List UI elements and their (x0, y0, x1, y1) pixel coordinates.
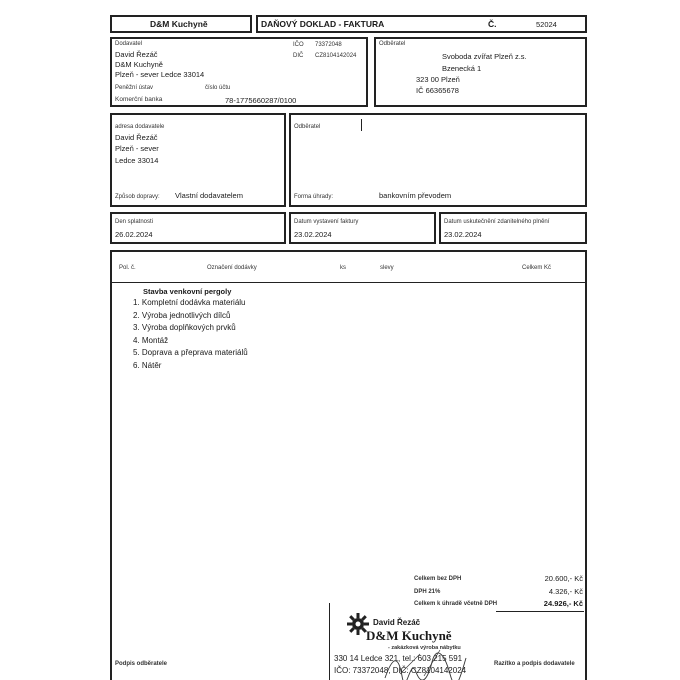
issue-date-box (289, 212, 436, 244)
col-total: Celkem Kč (522, 265, 552, 271)
gross-label: Celkem k úhradě včetně DPH (414, 601, 498, 607)
bank-name: Komerční banka (115, 96, 163, 103)
supplier-address-name: David Řezáč (115, 133, 158, 142)
col-pol: Pol. č. (119, 265, 136, 271)
transport-label: Způsob dopravy: (115, 194, 160, 200)
col-discount: slevy (380, 265, 394, 271)
list-item: 4. Montáž (133, 335, 169, 345)
customer-street: Bzenecká 1 (442, 64, 482, 73)
signature-scribble (380, 648, 470, 680)
list-item: 5. Doprava a přeprava materiálů (133, 348, 248, 358)
customer-secondary-box (289, 113, 587, 207)
taxable-date-box (439, 212, 587, 244)
stamp-address: 330 14 Ledce 321, tel.: 603 215 591 (334, 654, 463, 663)
stamp-brand: D&M Kuchyně (366, 628, 452, 643)
account-label: číslo účtu (205, 85, 231, 91)
order-heading: Stavba venkovní pergoly (143, 287, 232, 296)
issue-date-label: Datum vystavení faktury (294, 219, 359, 225)
due-date-box (110, 212, 286, 244)
document-title: DAŇOVÝ DOKLAD - FAKTURA (261, 19, 385, 29)
supplier-company: D&M Kuchyně (115, 60, 163, 69)
customer-ic: IČ 66365678 (416, 86, 459, 95)
supplier-signature-label: Razítko a podpis dodavatele (494, 661, 575, 667)
number-label: Č. (488, 19, 497, 29)
taxable-date-label: Datum uskutečnění zdanitelného plnění (444, 219, 550, 225)
customer-city: 323 00 Plzeň (416, 75, 460, 84)
customer-label: Odběratel (379, 41, 406, 47)
table-header-divider (112, 282, 585, 283)
items-list (133, 297, 248, 373)
ico-label: IČO (293, 42, 304, 48)
divider (361, 119, 362, 131)
net-value: 20.600,- Kč (544, 574, 583, 583)
supplier-address: Plzeň - sever Ledce 33014 (115, 70, 205, 79)
vat-label: DPH 21% (414, 589, 441, 595)
header-company: D&M Kuchyně (150, 19, 208, 29)
supplier-label: Dodavatel (115, 41, 143, 47)
supplier-address-label: adresa dodavatele (115, 124, 165, 130)
dic-label: DIČ (293, 53, 304, 59)
ico-value: 73372048 (315, 42, 342, 48)
payment-label: Forma úhrady: (294, 194, 334, 200)
taxable-date: 23.02.2024 (444, 230, 482, 239)
customer-signature-label: Podpis odběratele (115, 661, 168, 667)
dic-value: CZ8104142024 (315, 53, 357, 59)
issue-date: 23.02.2024 (294, 230, 332, 239)
stamp-ids: IČO: 73372048, DIČ: CZ8104142024 (334, 666, 467, 675)
stamp-name: David Řezáč (373, 618, 421, 627)
supplier-address-line1: Plzeň - sever (115, 144, 159, 153)
supplier-name: David Řezáč (115, 50, 158, 59)
stamp-tagline: - zakázková výroba nábytku (388, 645, 461, 651)
supplier-address-line2: Ledce 33014 (115, 156, 159, 165)
col-ks: ks (340, 265, 346, 271)
invoice-number: 52024 (536, 20, 557, 29)
payment-value: bankovním převodem (379, 191, 452, 200)
list-item: 1. Kompletní dodávka materiálu (133, 298, 246, 307)
bank-label: Peněžní ústav (115, 85, 154, 91)
vat-value: 4.326,- Kč (548, 587, 583, 596)
header-company-box (110, 15, 252, 33)
supplier-box (110, 37, 368, 107)
gross-value: 24.926,- Kč (543, 599, 583, 608)
customer-name: Svoboda zvířat Plzeň z.s. (442, 52, 527, 61)
list-item: 3. Výroba doplňkových prvků (133, 323, 236, 333)
customer-box (374, 37, 587, 107)
transport-value: Vlastní dodavatelem (175, 191, 243, 200)
account-number: 78-1775660287/0100 (225, 96, 297, 105)
due-date-label: Den splatnosti (115, 219, 154, 225)
customer-secondary-label: Odběratel (294, 124, 321, 130)
totals-underline (496, 611, 584, 612)
header-title-box (256, 15, 587, 33)
net-label: Celkem bez DPH (414, 576, 462, 582)
list-item: 6. Nátěr (133, 360, 162, 370)
list-item: 2. Výroba jednotlivých dílců (133, 310, 231, 320)
due-date: 26.02.2024 (115, 230, 153, 239)
signature-area-divider (329, 603, 330, 680)
supplier-address-box (110, 113, 286, 207)
col-description: Označení dodávky (207, 265, 257, 271)
